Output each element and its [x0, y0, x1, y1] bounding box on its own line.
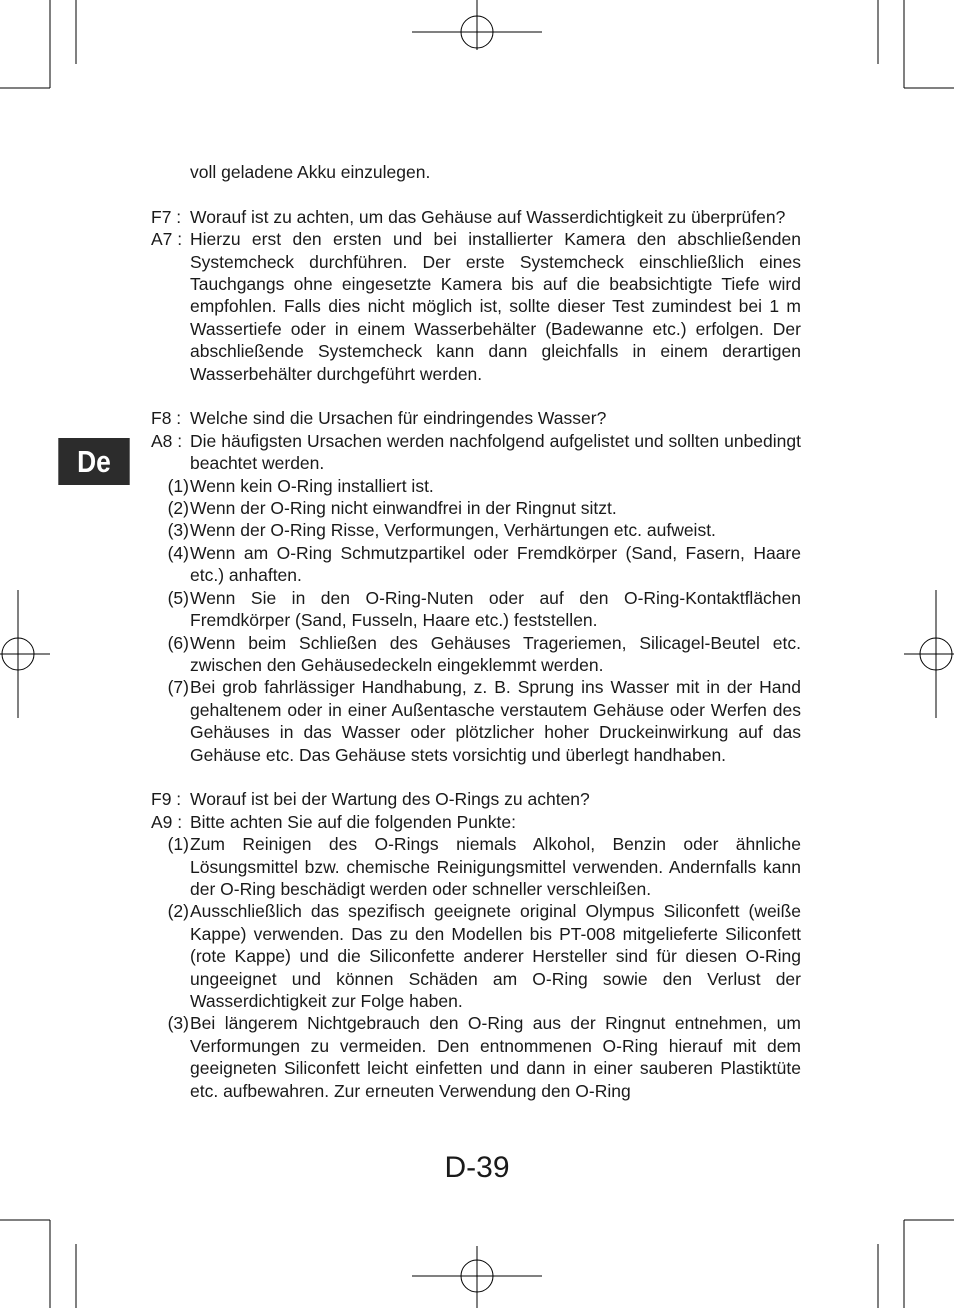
- list-item-text: Wenn beim Schließen des Gehäuses Trageriemen, Silicagel-Beutel etc. zwischen den Gehäusedeckeln eingeklemmt werden.: [190, 632, 801, 675]
- list-item: [151, 833, 801, 900]
- answer-text: Hierzu erst den ersten und bei installierter Kamera den abschließenden Systemcheck durchführen. Der erste Systemcheck einschließlich eines Tauchgangs ohne eingesetzte Kamera bis auf die beabsichtigte Tiefe wird empfohlen. Falls dies nicht möglich ist, sollte dieser Test zumindest bei 1 m Wassertiefe oder in einem Wasserbehälter (Badewanne etc.) erfolgen. Der abschließende Systemcheck kann dann gleichfalls in einem derartigen Wasserbehälter durchgeführt werden.: [190, 229, 801, 384]
- question-label: F8 :: [151, 408, 182, 429]
- list-item: [151, 475, 801, 497]
- list-item-number: (2): [167, 498, 189, 519]
- language-tab: De: [58, 438, 129, 485]
- question-label: F9 :: [151, 789, 182, 810]
- page-number: D-39: [444, 1151, 510, 1184]
- list-item: [151, 1012, 801, 1102]
- answer-a8: [151, 430, 801, 475]
- list-item-text: Wenn der O-Ring nicht einwandfrei in der Ringnut sitzt.: [190, 498, 617, 519]
- question-text: Worauf ist zu achten, um das Gehäuse auf Wasserdichtigkeit zu überprüfen?: [190, 206, 786, 227]
- list-item-text: Wenn der O-Ring Risse, Verformungen, Verhärtungen etc. aufweist.: [190, 520, 716, 541]
- page-content: [151, 161, 801, 1102]
- continuation-text: voll geladene Akku einzulegen.: [190, 162, 431, 182]
- list-item-text: Wenn Sie in den O-Ring-Nuten oder auf den O-Ring-Kontaktflächen Fremdkörper (Sand, Fusseln, Haare etc.) feststellen.: [190, 587, 801, 631]
- list-item-number: (3): [167, 520, 189, 541]
- list-item-text: Wenn kein O-Ring installiert ist.: [190, 475, 434, 496]
- answer-text: Die häufigsten Ursachen werden nachfolgend aufgelistet und sollten unbedingt beachtet werden.: [190, 430, 801, 474]
- answer-a9: [151, 811, 801, 833]
- list-item-text: Bei längerem Nichtgebrauch den O-Ring aus der Ringnut entnehmen, um Verformungen zu vermeiden. Den entnommenen O-Ring hierauf mit dem geeigneten Siliconfett leicht einfetten und dann in einer sauberen Plastiktüte etc. aufbewahren. Zur erneuten Verwendung den O-Ring: [190, 1013, 801, 1101]
- list-item-text: Zum Reinigen des O-Rings niemals Alkohol, Benzin oder ähnliche Lösungsmittel bzw. chemische Reinigungsmittel verwenden. Andernfalls kann der O-Ring beschädigt werden oder schneller verschleißen.: [190, 834, 801, 899]
- question-text: Worauf ist bei der Wartung des O-Rings zu achten?: [190, 789, 590, 810]
- list-item-number: (1): [167, 475, 189, 496]
- answer-label: A8 :: [151, 430, 183, 451]
- answer-text: Bitte achten Sie auf die folgenden Punkte:: [190, 811, 516, 832]
- list-item-number: (3): [167, 1013, 189, 1034]
- answer-a7: [151, 228, 801, 385]
- list-item-text: Bei grob fahrlässiger Handhabung, z. B. Sprung ins Wasser mit in der Hand gehaltenem oder in einer Außentasche verstautem Gehäuse oder Werfen des Gehäuses in das Wasser oder plötzlicher hoher Druckeinwirkung auf das Gehäuse etc. Das Gehäuse stets vorsichtig und überlegt handhaben.: [190, 677, 801, 765]
- list-item: [151, 900, 801, 1012]
- list-item-text: Wenn am O-Ring Schmutzpartikel oder Fremdkörper (Sand, Fasern, Haare etc.) anhaften.: [190, 542, 801, 586]
- question-f9: [151, 788, 801, 810]
- list-item-number: (4): [167, 542, 189, 563]
- list-item-number: (5): [167, 587, 189, 608]
- list-item: [151, 497, 801, 519]
- list-item: [151, 542, 801, 587]
- list-item-number: (6): [167, 632, 189, 653]
- list-item: [151, 587, 801, 632]
- question-f7: [151, 206, 801, 228]
- question-f8: [151, 407, 801, 429]
- list-item-text: Ausschließlich das spezifisch geeignete original Olympus Siliconfett (weiße Kappe) verwenden. Das zu den Modellen bis PT-008 mitgelieferte Siliconfett (rote Kappe) und die Siliconfette anderer Hersteller sind für diesen O-Ring ungeeignet und können Schäden am O-Ring sowie den Verlust der Wasserdichtigkeit zur Folge haben.: [190, 901, 801, 1011]
- question-text: Welche sind die Ursachen für eindringendes Wasser?: [190, 408, 607, 429]
- list-item-number: (7): [167, 677, 189, 698]
- list-item: [151, 676, 801, 766]
- answer-label: A9 :: [151, 811, 183, 832]
- list-item-number: (1): [167, 834, 189, 855]
- question-label: F7 :: [151, 206, 182, 227]
- list-item-number: (2): [167, 901, 189, 922]
- list-item: [151, 632, 801, 677]
- list-item: [151, 519, 801, 541]
- answer-label: A7 :: [151, 229, 183, 250]
